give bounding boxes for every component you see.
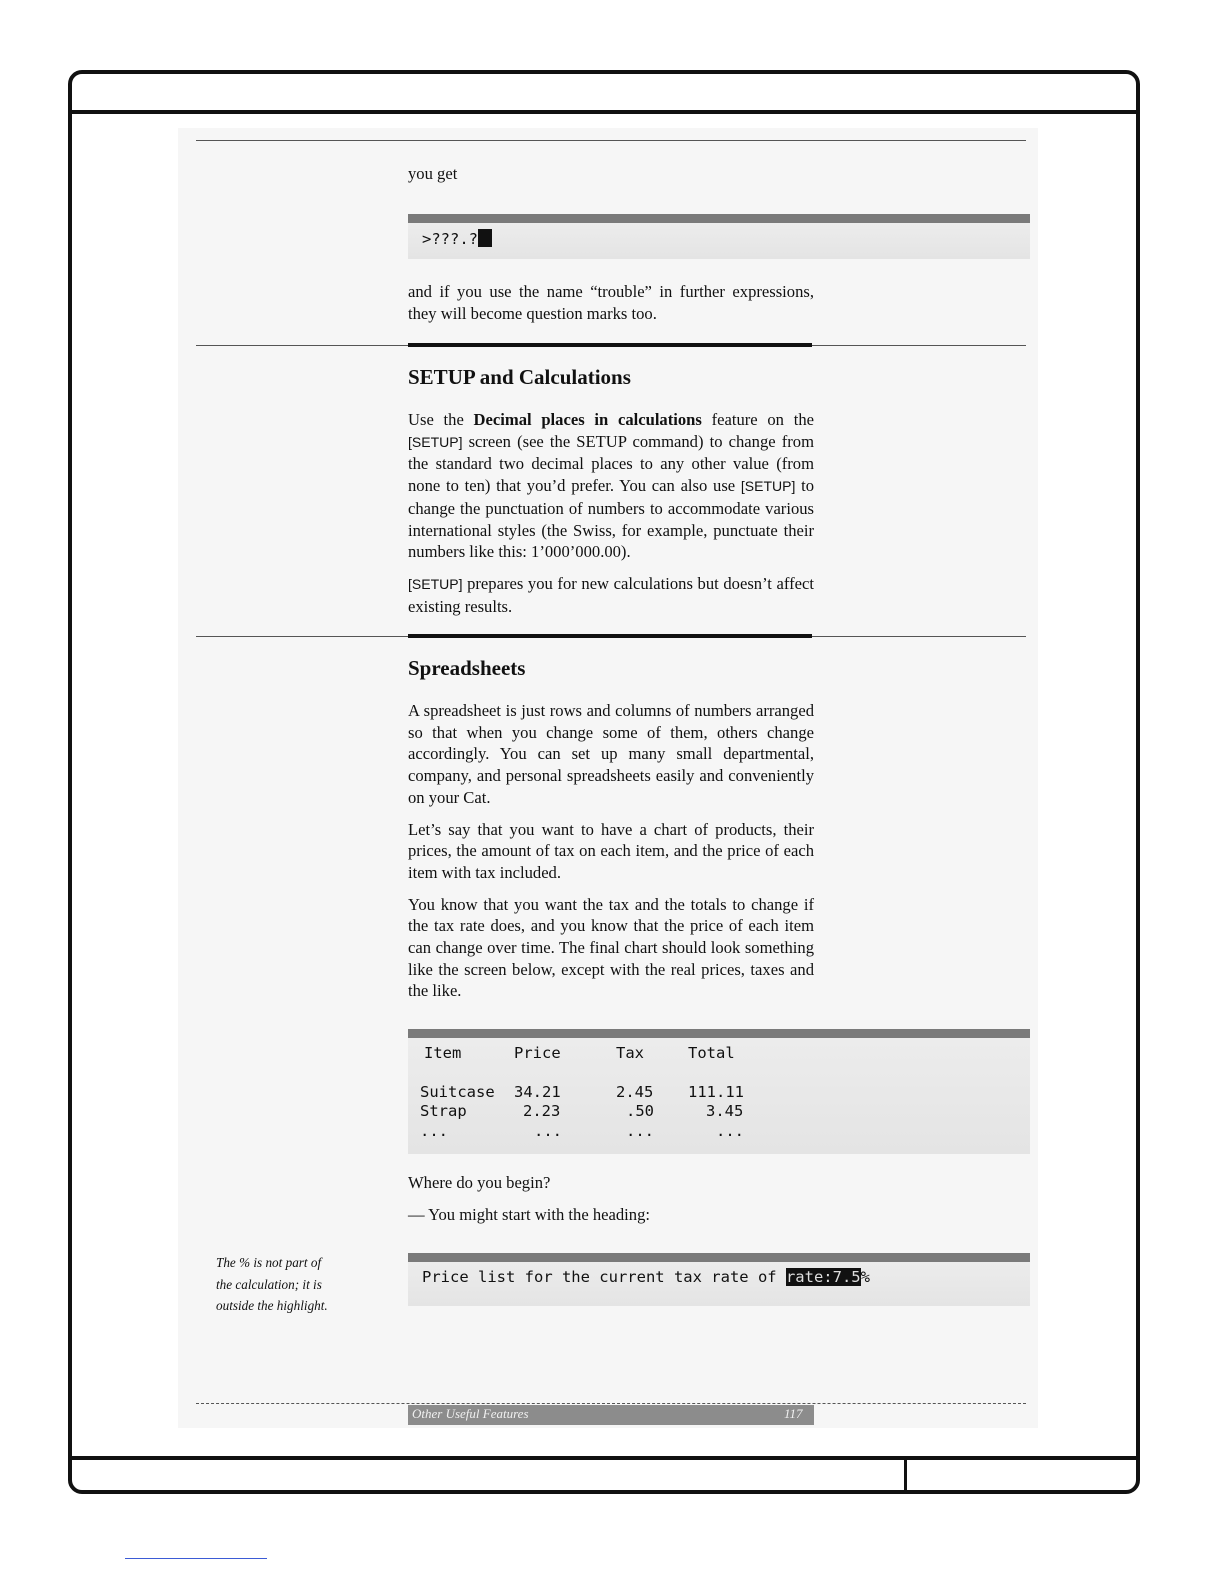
link-underline <box>125 1558 267 1559</box>
screen-heading <box>408 1253 1030 1306</box>
highlight-rate: rate:7.5 <box>785 1268 861 1286</box>
cursor-block <box>478 229 492 247</box>
margin-note: The % is not part of the calculation; it is outside the highlight. <box>216 1255 328 1313</box>
heading-setup: SETUP and Calculations <box>408 365 631 389</box>
spreadsheets-p1: A spreadsheet is just rows and columns of numbers arranged so that when you change some of them, others change accordingly. You can set up many small departmental, company, and personal spreadsheets easily and conveniently on your Cat. <box>408 701 814 807</box>
table-cell: ... <box>626 1122 654 1140</box>
table-header-total: Total <box>688 1044 735 1062</box>
setup-body: Use the Decimal places in calculations feature on the [SETUP] screen (see the SETUP command) to change from the standard two decimal places to any other value (from none to ten) that you’d prefer. You can also use [SETUP] to change the punctuation of numbers to accommodate various international styles (the Swiss, for example, punctuate their numbers like this: 1’000’000.00). [SETUP] prepares you for new calculations but doesn’t affect existing results. <box>408 410 814 616</box>
answer-text: — You might start with the heading: <box>408 1204 650 1224</box>
table-header-tax: Tax <box>616 1044 644 1062</box>
screen-display: >???.? <box>422 229 492 248</box>
frame-bottom-divider <box>904 1460 907 1490</box>
section-thick-rule-setup <box>408 343 812 347</box>
footer-rule <box>196 1403 1026 1404</box>
footer-section: Other Useful Features <box>412 1406 529 1421</box>
table-cell: ... <box>716 1122 744 1140</box>
spreadsheets-p2: Let’s say that you want to have a chart of products, their prices, the amount of tax on each item, and the price of each item with tax included. <box>408 819 814 882</box>
table-header-item: Item <box>424 1044 462 1062</box>
screen-spreadsheet <box>408 1029 1030 1154</box>
top-rule <box>196 140 1026 141</box>
spreadsheets-body <box>408 700 814 1012</box>
frame-bottom-rule <box>72 1456 1136 1460</box>
table-cell: Suitcase <box>420 1083 495 1101</box>
table-cell: ... <box>420 1122 448 1140</box>
screen-question-marks <box>408 214 1030 259</box>
spreadsheets-p3: You know that you want the tax and the totals to change if the tax rate does, and you know that the price of each item can change over time. The final chart should look something like the screen below, except with the real prices, taxes and the like. <box>408 894 814 1001</box>
after-table-text <box>408 1172 814 1235</box>
footer-page-number: 117 <box>784 1406 803 1421</box>
after-screen-text: and if you use the name “trouble” in further expressions, they will become question marks too. <box>408 282 814 323</box>
heading-spreadsheets: Spreadsheets <box>408 656 526 680</box>
heading-screen-line: Price list for the current tax rate of rate:7.5% <box>422 1268 870 1286</box>
table-header-price: Price <box>514 1044 561 1062</box>
table-cell: ... <box>534 1122 562 1140</box>
table-cell: .50 <box>626 1102 654 1120</box>
table-cell: 34.21 <box>514 1083 561 1101</box>
intro-text: you get <box>408 164 458 183</box>
section-thick-rule-spreadsheets <box>408 634 812 638</box>
question-text: Where do you begin? <box>408 1173 551 1192</box>
table-cell: 2.23 <box>523 1102 561 1120</box>
table-cell: 111.11 <box>688 1083 744 1101</box>
footer-band <box>408 1405 814 1425</box>
frame-top-rule <box>72 110 1136 114</box>
table-cell: 2.45 <box>616 1083 654 1101</box>
table-cell: 3.45 <box>706 1102 744 1120</box>
table-cell: Strap <box>420 1102 467 1120</box>
